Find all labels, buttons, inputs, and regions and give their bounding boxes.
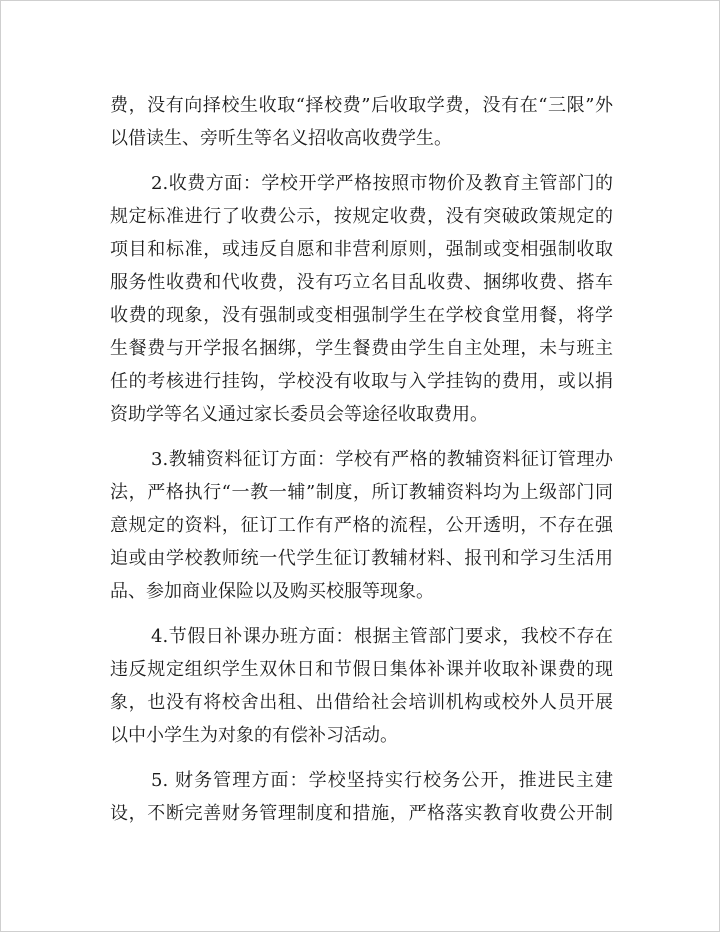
text-line: 生餐费与开学报名捆绑，学生餐费由学生自主处理，未与班主	[110, 338, 613, 359]
text-line: 5. 财务管理方面：学校坚持实行校务公开，推进民主建	[151, 770, 613, 791]
text-line: 2.收费方面：学校开学严格按照市物价及教育主管部门的	[151, 173, 613, 194]
text-line: 4.节假日补课办班方面：根据主管部门要求，我校不存在	[151, 626, 613, 647]
text-line: 迫或由学校教师统一代学生征订教辅材料、报刊和学习生活用	[110, 548, 613, 569]
text-line: 任的考核进行挂钩，学校没有收取与入学挂钩的费用，或以捐	[110, 371, 613, 392]
text-line: 品、参加商业保险以及购买校服等现象。	[110, 581, 434, 602]
paragraph-holiday-classes	[110, 620, 613, 752]
text-line: 以中小学生为对象的有偿补习活动。	[110, 725, 398, 746]
paragraph-financial-management	[110, 764, 613, 830]
text-line: 费，没有向择校生收取“择校费”后收取学费，没有在“三限”外	[110, 95, 613, 116]
text-line: 收费的现象，没有强制或变相强制学生在学校食堂用餐，将学	[110, 305, 613, 326]
text-line: 法，严格执行“一教一辅”制度，所订教辅资料均为上级部门同	[110, 482, 613, 503]
text-line: 规定标准进行了收费公示，按规定收费，没有突破政策规定的	[110, 206, 613, 227]
text-line: 意规定的资料，征订工作有严格的流程，公开透明，不存在强	[110, 515, 613, 536]
text-line: 以借读生、旁听生等名义招收高收费学生。	[110, 128, 452, 149]
text-line: 设，不断完善财务管理制度和措施，严格落实教育收费公开制	[110, 803, 613, 824]
text-line: 服务性收费和代收费，没有巧立名目乱收费、捆绑收费、搭车	[110, 272, 613, 293]
paragraph-continuation	[110, 89, 613, 155]
text-line: 违反规定组织学生双休日和节假日集体补课并收取补课费的现	[110, 659, 613, 680]
text-line: 3.教辅资料征订方面：学校有严格的教辅资料征订管理办	[151, 449, 613, 470]
paragraph-fees	[110, 167, 613, 431]
text-line: 资助学等名义通过家长委员会等途径收取费用。	[110, 404, 488, 425]
document-body	[110, 89, 613, 842]
text-line: 象，也没有将校舍出租、出借给社会培训机构或校外人员开展	[110, 692, 613, 713]
text-line: 项目和标准，或违反自愿和非营利原则，强制或变相强制收取	[110, 239, 613, 260]
paragraph-teaching-materials	[110, 443, 613, 608]
